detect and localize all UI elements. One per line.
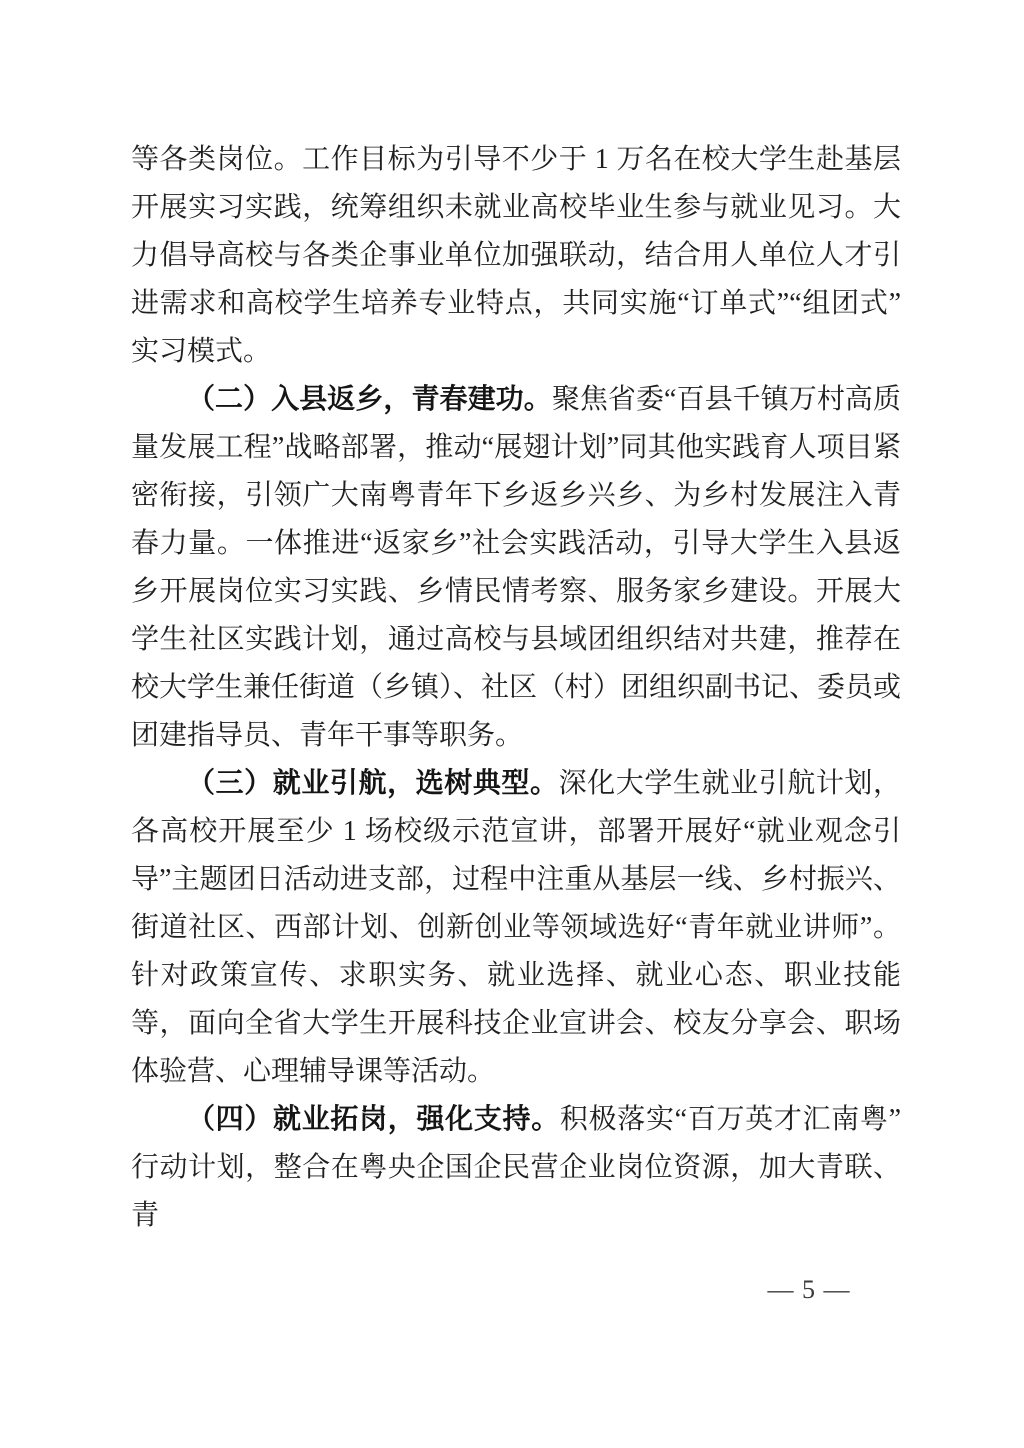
page-number: — 5 — (767, 1275, 851, 1304)
section-heading-run: （四）就业拓岗，强化支持。 (187, 1104, 560, 1135)
paragraph (131, 376, 901, 760)
body-text-run: 等各类岗位。工作目标为引导不少于 1 万名在校大学生赴基层开展实习实践，统筹组织未就业高校毕业生参与就业见习。大力倡导高校与各类企事业单位加强联动，结合用人单位人才引进需求和高校学生培养专业特点，共同实施“订单式”“组团式”实习模式。 (131, 144, 901, 367)
body-text-run: 积极落实“百万英才汇南粤”行动计划，整合在粤央企国企民营企业岗位资源，加大青联、青 (131, 1104, 901, 1231)
body-text-run: 深化大学生就业引航计划，各高校开展至少 1 场校级示范宣讲，部署开展好“就业观念引导”主题团日活动进支部，过程中注重从基层一线、乡村振兴、街道社区、西部计划、创新创业等领域选好“青年就业讲师”。针对政策宣传、求职实务、就业选择、就业心态、职业技能等，面向全省大学生开展科技企业宣讲会、校友分享会、职场体验营、心理辅导课等活动。 (131, 768, 901, 1087)
section-heading-run: （二）入县返乡，青春建功。 (187, 384, 552, 415)
section-heading-run: （三）就业引航，选树典型。 (187, 768, 559, 799)
document-body (131, 136, 901, 1240)
paragraph (131, 136, 901, 376)
paragraph (131, 760, 901, 1096)
paragraph (131, 1096, 901, 1240)
body-text-run: 聚焦省委“百县千镇万村高质量发展工程”战略部署，推动“展翅计划”同其他实践育人项目紧密衔接，引领广大南粤青年下乡返乡兴乡、为乡村发展注入青春力量。一体推进“返家乡”社会实践活动，引导大学生入县返乡开展岗位实习实践、乡情民情考察、服务家乡建设。开展大学生社区实践计划，通过高校与县域团组织结对共建，推荐在校大学生兼任街道（乡镇）、社区（村）团组织副书记、委员或团建指导员、青年干事等职务。 (131, 384, 902, 751)
